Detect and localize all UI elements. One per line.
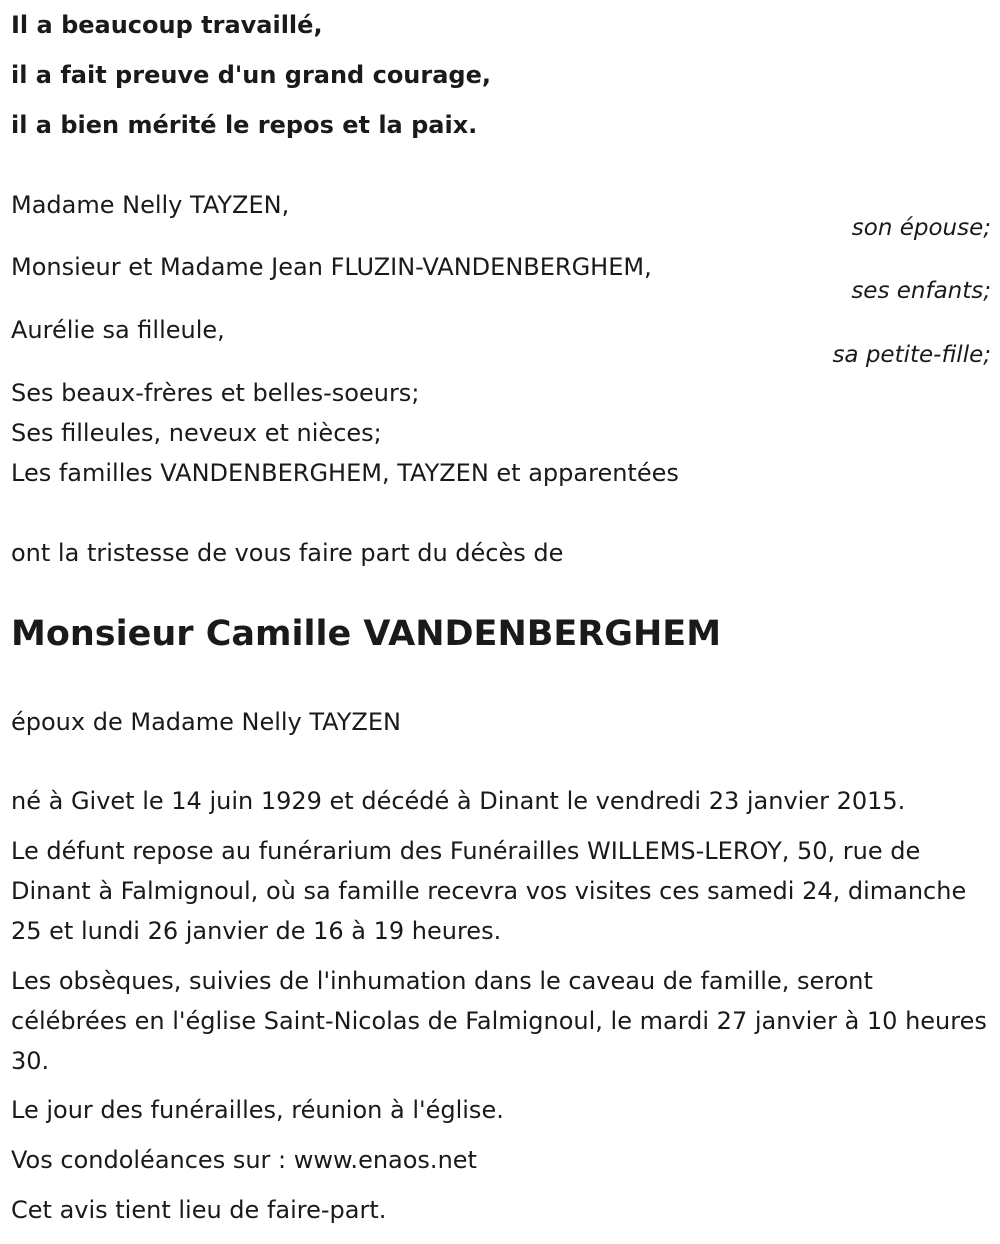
others-line-2: Ses filleules, neveux et nièces; — [11, 419, 382, 447]
poem-line-1: Il a beaucoup travaillé, — [11, 11, 323, 39]
notice-text: Cet avis tient lieu de faire-part. — [11, 1196, 387, 1224]
poem-line-2: il a fait preuve d'un grand courage, — [11, 61, 491, 89]
family-relation-granddaughter: sa petite-fille; — [832, 342, 991, 368]
birth-death-text: né à Givet le 14 juin 1929 et décédé à Dinant le vendredi 23 janvier 2015. — [11, 787, 906, 815]
meeting-text: Le jour des funérailles, réunion à l'église. — [11, 1096, 504, 1124]
announcement-text: ont la tristesse de vous faire part du décès de — [11, 539, 564, 567]
family-name-children: Monsieur et Madame Jean FLUZIN-VANDENBERGHEM, — [11, 253, 652, 281]
spouse-line: époux de Madame Nelly TAYZEN — [11, 708, 401, 736]
family-name-goddaughter: Aurélie sa filleule, — [11, 316, 225, 344]
condolences-text: Vos condoléances sur : www.enaos.net — [11, 1146, 477, 1174]
deceased-name: Monsieur Camille VANDENBERGHEM — [11, 614, 722, 654]
family-relation-children: ses enfants; — [851, 278, 991, 304]
family-name-spouse: Madame Nelly TAYZEN, — [11, 191, 290, 219]
family-relation-spouse: son épouse; — [851, 215, 991, 241]
funeral-text: Les obsèques, suivies de l'inhumation dans le caveau de famille, seront célébrées en l'église Saint-Nicolas de Falmignoul, le mardi 27 janvier à 10 heures 30. — [11, 967, 987, 1075]
wake-text: Le défunt repose au funérarium des Funérailles WILLEMS-LEROY, 50, rue de Dinant à Falmignoul, où sa famille recevra vos visites ces samedi 24, dimanche 25 et lundi 26 janvier de 16 à 19 heures. — [11, 837, 967, 945]
poem-line-3: il a bien mérité le repos et la paix. — [11, 111, 478, 139]
others-line-1: Ses beaux-frères et belles-soeurs; — [11, 379, 420, 407]
others-line-3: Les familles VANDENBERGHEM, TAYZEN et apparentées — [11, 459, 679, 487]
